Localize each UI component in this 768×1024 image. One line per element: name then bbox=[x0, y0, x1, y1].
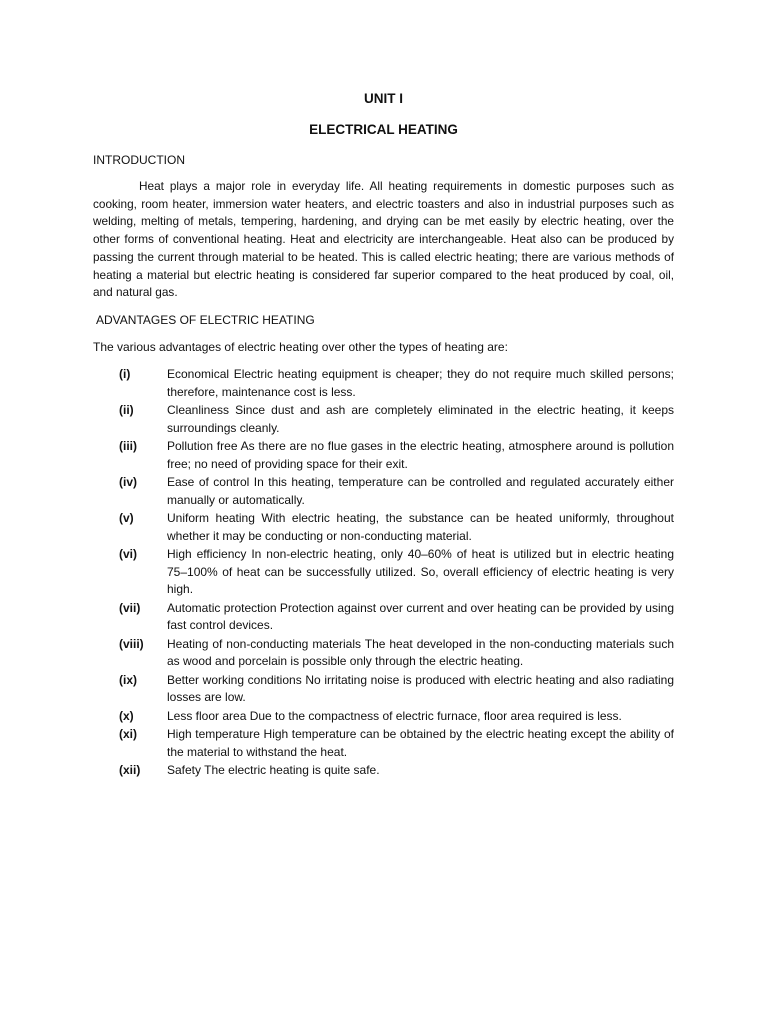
document-title: ELECTRICAL HEATING bbox=[309, 122, 458, 137]
item-text: Less floor area Due to the compactness of electric furnace, floor area required is less. bbox=[167, 708, 622, 723]
list-item bbox=[119, 600, 674, 635]
list-item bbox=[119, 636, 674, 671]
list-item bbox=[119, 474, 674, 509]
advantages-intro: The various advantages of electric heating over other the types of heating are: bbox=[93, 340, 508, 354]
item-number: (v) bbox=[119, 511, 134, 525]
item-text: Heating of non-conducting materials The heat developed in the non-conducting materials such as wood and porcelain is possible only through the electric heating. bbox=[167, 636, 674, 668]
item-number: (ix) bbox=[119, 672, 137, 687]
list-item bbox=[119, 546, 674, 599]
item-text: Uniform heating With electric heating, the substance can be heated uniformly, throughout whether it may be conducting or non-conducting material. bbox=[167, 511, 674, 543]
list-item bbox=[119, 762, 674, 780]
list-item bbox=[119, 708, 674, 726]
item-text: Cleanliness Since dust and ash are completely eliminated in the electric heating, it keeps surroundings cleanly. bbox=[167, 403, 674, 435]
item-number: (viii) bbox=[119, 636, 144, 651]
item-number: (i) bbox=[119, 367, 131, 381]
list-item bbox=[119, 402, 674, 437]
item-text: High temperature High temperature can be obtained by the electric heating except the ability of the material to withstand the heat. bbox=[167, 727, 674, 759]
advantages-heading: ADVANTAGES OF ELECTRIC HEATING bbox=[96, 313, 315, 327]
unit-title: UNIT I bbox=[364, 91, 403, 106]
item-number: (iv) bbox=[119, 475, 137, 489]
item-text: Ease of control In this heating, temperature can be controlled and regulated accurately either manually or automatically. bbox=[167, 475, 674, 507]
item-number: (vi) bbox=[119, 547, 137, 561]
item-number: (xii) bbox=[119, 763, 141, 777]
list-item bbox=[119, 366, 674, 401]
document-page bbox=[93, 0, 674, 1024]
advantages-list bbox=[119, 366, 674, 781]
item-number: (xi) bbox=[119, 727, 137, 741]
list-item bbox=[119, 672, 674, 707]
introduction-paragraph: Heat plays a major role in everyday life. All heating requirements in domestic purposes such as cooking, room heater, immersion water heaters, and electric toasters and also in industrial purposes such as welding, melting of metals, tempering, hardening, and drying can be met easily by electric heating, over the other forms of conventional heating. Heat and electricity are interchangeable. Heat also can be produced by passing the current through material to be heated. This is called electric heating; there are various methods of heating a material but electric heating is considered far superior compared to the heat produced by coal, oil, and natural gas. bbox=[93, 179, 674, 300]
item-number: (vii) bbox=[119, 600, 141, 615]
item-text: Pollution free As there are no flue gases in the electric heating, atmosphere around is pollution free; no need of providing space for their exit. bbox=[167, 439, 674, 471]
item-number: (iii) bbox=[119, 439, 137, 453]
list-item bbox=[119, 438, 674, 473]
item-number: (x) bbox=[119, 708, 134, 723]
item-text: High efficiency In non-electric heating, only 40–60% of heat is utilized but in electric heating 75–100% of heat can be successfully utilized. So, overall efficiency of electric heating is very high. bbox=[167, 547, 674, 596]
item-text: Better working conditions No irritating noise is produced with electric heating and also radiating losses are low. bbox=[167, 672, 674, 704]
list-item bbox=[119, 510, 674, 545]
item-text: Safety The electric heating is quite safe. bbox=[167, 763, 380, 777]
list-item bbox=[119, 726, 674, 761]
introduction-heading: INTRODUCTION bbox=[93, 153, 185, 167]
item-number: (ii) bbox=[119, 403, 134, 417]
item-text: Economical Electric heating equipment is cheaper; they do not require much skilled persons; therefore, maintenance cost is less. bbox=[167, 367, 674, 399]
item-text: Automatic protection Protection against over current and over heating can be provided by using fast control devices. bbox=[167, 600, 674, 632]
